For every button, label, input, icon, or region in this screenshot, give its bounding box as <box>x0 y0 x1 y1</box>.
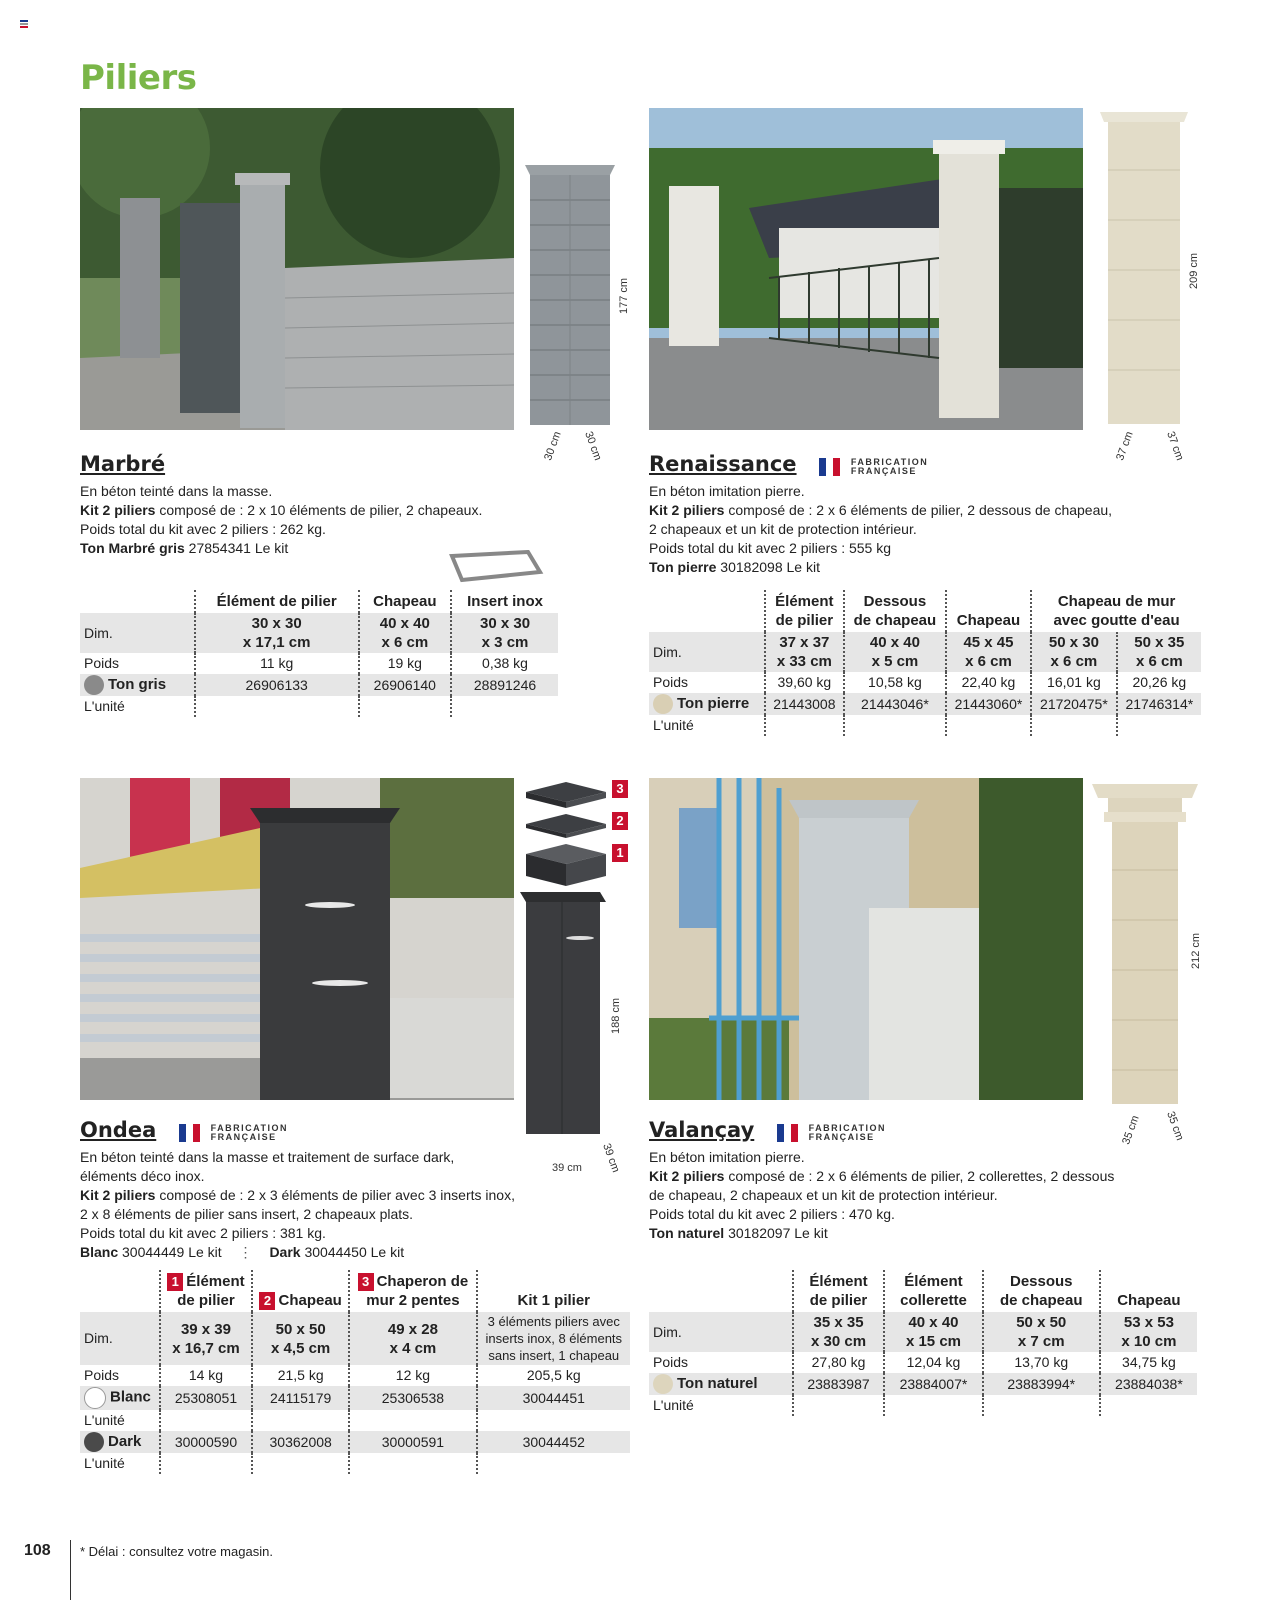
renaissance-cell: 21746314* <box>1117 693 1201 715</box>
badge-1: 1 <box>167 1273 183 1291</box>
color-swatch-icon <box>84 1387 106 1409</box>
footer-divider <box>70 1540 71 1600</box>
badge-1: 1 <box>612 844 628 862</box>
renaissance-row-label <box>649 715 765 736</box>
valancay-cell <box>983 1395 1100 1416</box>
renaissance-desc-text: 30182098 Le kit <box>716 559 820 575</box>
ondea-exploded-illustration <box>526 780 606 890</box>
marbre-desc-text: Poids total du kit avec 2 piliers : 262 kg. <box>80 521 326 537</box>
color-swatch-icon <box>84 1432 104 1452</box>
renaissance-desc-bold: Kit 2 piliers <box>649 502 725 518</box>
ondea-desc-text: Poids total du kit avec 2 piliers : 381 kg. <box>80 1225 326 1241</box>
valancay-desc-line <box>649 1148 1209 1167</box>
valancay-cell: 50 x 50 x 7 cm <box>983 1312 1100 1352</box>
page-number: 108 <box>24 1542 51 1559</box>
marbre-cell: 30 x 30 x 3 cm <box>451 613 558 653</box>
valancay-row <box>649 1395 1197 1416</box>
marbre-cell: 11 kg <box>195 653 359 674</box>
valancay-cell: 35 x 35 x 30 cm <box>793 1312 885 1352</box>
ondea-cell: 14 kg <box>160 1365 252 1386</box>
marbre-row-label-text: L'unité <box>84 698 125 715</box>
valancay-width-dim-2: 35 cm <box>1164 1109 1186 1143</box>
renaissance-width-dim-2: 37 cm <box>1164 429 1186 463</box>
ondea-width-dim-2: 39 cm <box>600 1141 622 1175</box>
ondea-cell: 39 x 39 x 16,7 cm <box>160 1312 252 1365</box>
ondea-column-header-text: Chaperon de mur 2 pentes <box>366 1273 469 1309</box>
marbre-row-label <box>80 653 195 674</box>
ondea-desc-text: composé de : 2 x 3 éléments de pilier avec 3 inserts inox, <box>155 1187 515 1203</box>
valancay-description <box>649 1148 1209 1243</box>
marbre-cell <box>359 696 451 717</box>
marbre-cell: 26906140 <box>359 674 451 696</box>
ondea-desc-line <box>80 1205 560 1224</box>
renaissance-desc-line <box>649 520 1209 539</box>
valancay-row-label-text: Dim. <box>653 1323 682 1340</box>
renaissance-desc-text: 2 chapeaux et un kit de protection intérieur. <box>649 521 917 537</box>
marbre-cell <box>451 696 558 717</box>
renaissance-desc-line <box>649 539 1209 558</box>
marbre-photo <box>80 108 514 430</box>
renaissance-cell <box>946 715 1031 736</box>
valancay-cell: 27,80 kg <box>793 1352 885 1373</box>
color-swatch-icon <box>653 1374 673 1394</box>
renaissance-cell: 50 x 30 x 6 cm <box>1031 632 1116 672</box>
valancay-cell: 40 x 40 x 15 cm <box>884 1312 982 1352</box>
ondea-cell: 24115179 <box>252 1386 349 1410</box>
ondea-column-header-text: Élément de pilier <box>177 1273 245 1309</box>
valancay-column-header: Élément de pilier <box>793 1270 885 1312</box>
valancay-pillar-illustration <box>1092 780 1202 1110</box>
ondea-cell <box>477 1410 630 1431</box>
ondea-desc-text: En béton teinté dans la masse et traitement de surface dark, <box>80 1149 455 1165</box>
valancay-row-label <box>649 1395 793 1416</box>
ondea-row <box>80 1386 630 1410</box>
renaissance-desc-line <box>649 482 1209 501</box>
valancay-cell <box>884 1395 982 1416</box>
marbre-row <box>80 613 558 653</box>
marbre-width-dim-2: 30 cm <box>582 429 604 463</box>
ondea-row-label-text: Poids <box>84 1367 120 1383</box>
valancay-cell: 23884038* <box>1100 1373 1197 1395</box>
ondea-desc-text: 2 x 8 éléments de pilier sans insert, 2 chapeaux plats. <box>80 1206 414 1222</box>
valancay-row <box>649 1312 1197 1352</box>
renaissance-cell: 45 x 45 x 6 cm <box>946 632 1031 672</box>
valancay-cell: 53 x 53 x 10 cm <box>1100 1312 1197 1352</box>
ondea-column-header-text: Kit 1 pilier <box>517 1292 591 1309</box>
ondea-cell <box>477 1453 630 1474</box>
renaissance-row <box>649 715 1201 736</box>
badge-2: 2 <box>612 812 628 830</box>
ondea-cell: 25308051 <box>160 1386 252 1410</box>
marbre-height-dim: 177 cm <box>618 277 631 315</box>
renaissance-row <box>649 693 1201 715</box>
valancay-tone-label: Ton naturel <box>677 1375 758 1392</box>
marbre-cell: 19 kg <box>359 653 451 674</box>
ondea-cell: 12 kg <box>349 1365 476 1386</box>
valancay-cell: 34,75 kg <box>1100 1352 1197 1373</box>
ondea-row-label-text: L'unité <box>84 1455 125 1472</box>
renaissance-desc-text: composé de : 2 x 6 éléments de pilier, 2 dessous de chapeau, <box>724 502 1113 518</box>
renaissance-cell: 22,40 kg <box>946 672 1031 693</box>
ondea-row-label <box>80 1312 160 1365</box>
marbre-description <box>80 482 550 558</box>
ondea-table <box>80 1270 630 1474</box>
valancay-desc-bold: Ton naturel <box>649 1225 725 1241</box>
marbre-desc-line <box>80 520 550 539</box>
valancay-name: Valançay <box>649 1118 755 1142</box>
insert-inox-illustration <box>448 550 544 586</box>
renaissance-desc-bold: Ton pierre <box>649 559 717 575</box>
valancay-row <box>649 1373 1197 1395</box>
ondea-row <box>80 1312 630 1365</box>
renaissance-row-label-text: Dim. <box>653 643 682 660</box>
valancay-cell: 12,04 kg <box>884 1352 982 1373</box>
renaissance-cell: 21720475* <box>1031 693 1116 715</box>
ondea-column-header <box>349 1270 476 1312</box>
renaissance-name: Renaissance <box>649 452 797 476</box>
renaissance-column-header: Chapeau de mur avec goutte d'eau <box>1031 590 1201 632</box>
marbre-header-empty <box>80 590 195 613</box>
ondea-cell: 25306538 <box>349 1386 476 1410</box>
ondea-row-label <box>80 1431 160 1453</box>
renaissance-row-label-text: Poids <box>653 674 689 690</box>
footnote: * Délai : consultez votre magasin. <box>80 1544 273 1559</box>
renaissance-desc-text: Poids total du kit avec 2 piliers : 555 kg <box>649 540 892 556</box>
ondea-row <box>80 1410 630 1431</box>
renaissance-desc-line <box>649 501 1209 520</box>
marbre-row <box>80 653 558 674</box>
valancay-desc-text: composé de : 2 x 6 éléments de pilier, 2 collerettes, 2 dessous <box>724 1168 1115 1184</box>
ondea-cell: 30000591 <box>349 1431 476 1453</box>
ondea-desc-line <box>80 1186 560 1205</box>
ondea-pillar-illustration <box>520 888 610 1138</box>
renaissance-cell <box>844 715 946 736</box>
renaissance-cell: 50 x 35 x 6 cm <box>1117 632 1201 672</box>
valancay-desc-line <box>649 1205 1209 1224</box>
marbre-row-label <box>80 696 195 717</box>
valancay-photo <box>649 778 1083 1100</box>
renaissance-cell: 10,58 kg <box>844 672 946 693</box>
marbre-desc-line <box>80 482 550 501</box>
renaissance-table <box>649 590 1201 736</box>
valancay-width-dim-1: 35 cm <box>1120 1113 1142 1147</box>
ondea-column-header-text: Chapeau <box>278 1292 342 1309</box>
ondea-cell: 205,5 kg <box>477 1365 630 1386</box>
marbre-desc-text: 27854341 Le kit <box>184 540 289 556</box>
marbre-column-header: Insert inox <box>451 590 558 613</box>
ondea-photo <box>80 778 514 1100</box>
renaissance-row <box>649 672 1201 693</box>
ondea-desc-line <box>80 1224 560 1243</box>
marbre-column-header: Élément de pilier <box>195 590 359 613</box>
valancay-desc-line <box>649 1186 1209 1205</box>
marbre-cell: 26906133 <box>195 674 359 696</box>
color-swatch-icon <box>84 675 104 695</box>
valancay-desc-bold: Kit 2 piliers <box>649 1168 725 1184</box>
renaissance-row-label-text: L'unité <box>653 717 694 734</box>
ondea-row-label-text: Dim. <box>84 1330 113 1346</box>
ondea-badges <box>612 780 632 862</box>
valancay-desc-text: de chapeau, 2 chapeaux et un kit de protection intérieur. <box>649 1187 998 1203</box>
ondea-row <box>80 1431 630 1453</box>
ondea-kit-refs: Blanc 30044449 Le kit ⋮ Dark 30044450 Le kit <box>80 1244 405 1260</box>
marbre-cell: 28891246 <box>451 674 558 696</box>
renaissance-cell: 40 x 40 x 5 cm <box>844 632 946 672</box>
ondea-tone-label: Dark <box>108 1433 142 1450</box>
french-flag-icon <box>777 1124 798 1142</box>
renaissance-column-header: Élément de pilier <box>765 590 844 632</box>
valancay-cell <box>1100 1395 1197 1416</box>
renaissance-cell: 16,01 kg <box>1031 672 1116 693</box>
valancay-cell: 23884007* <box>884 1373 982 1395</box>
ondea-desc-line <box>80 1148 560 1167</box>
ondea-cell: 3 éléments piliers avec inserts inox, 8 éléments sans insert, 1 chapeau <box>477 1312 630 1365</box>
marbre-row-label-text: Dim. <box>84 624 113 641</box>
ondea-tone-label: Blanc <box>110 1388 151 1406</box>
valancay-row <box>649 1352 1197 1373</box>
renaissance-height-dim: 209 cm <box>1188 252 1201 290</box>
ondea-row-label <box>80 1365 160 1386</box>
valancay-header-empty <box>649 1270 793 1312</box>
ondea-cell: 21,5 kg <box>252 1365 349 1386</box>
renaissance-row <box>649 632 1201 672</box>
renaissance-cell: 21443046* <box>844 693 946 715</box>
valancay-desc-text: En béton imitation pierre. <box>649 1149 805 1165</box>
valancay-desc-text: Poids total du kit avec 2 piliers : 470 kg. <box>649 1206 895 1222</box>
valancay-height-dim: 212 cm <box>1190 932 1203 970</box>
ondea-name: Ondea <box>80 1118 157 1142</box>
renaissance-description <box>649 482 1209 577</box>
valancay-row-label <box>649 1352 793 1373</box>
ondea-header-empty <box>80 1270 160 1312</box>
marbre-row-label <box>80 674 195 696</box>
ondea-row-label-text: L'unité <box>84 1412 125 1428</box>
ondea-cell: 49 x 28 x 4 cm <box>349 1312 476 1365</box>
renaissance-photo <box>649 108 1083 430</box>
ondea-cell <box>349 1410 476 1431</box>
renaissance-heading <box>649 452 928 476</box>
ondea-desc-line <box>80 1167 560 1186</box>
fabrication-francaise-label: FABRICATION FRANÇAISE <box>808 1122 886 1142</box>
renaissance-column-header: Chapeau <box>946 590 1031 632</box>
ondea-cell <box>252 1453 349 1474</box>
valancay-cell: 23883994* <box>983 1373 1100 1395</box>
marbre-table <box>80 590 558 717</box>
marbre-column-header: Chapeau <box>359 590 451 613</box>
badge-3: 3 <box>358 1273 374 1291</box>
ondea-row-label <box>80 1410 160 1431</box>
marbre-width-dim-1: 30 cm <box>542 429 564 463</box>
ondea-heading <box>80 1118 288 1142</box>
renaissance-desc-text: En béton imitation pierre. <box>649 483 805 499</box>
renaissance-cell: 37 x 37 x 33 cm <box>765 632 844 672</box>
marbre-row-label <box>80 613 195 653</box>
renaissance-cell <box>765 715 844 736</box>
renaissance-pillar-illustration <box>1100 110 1188 430</box>
badge-2: 2 <box>259 1292 275 1310</box>
renaissance-header-empty <box>649 590 765 632</box>
ondea-desc-text: éléments déco inox. <box>80 1168 205 1184</box>
ondea-row-label <box>80 1453 160 1474</box>
renaissance-cell <box>1117 715 1201 736</box>
page-title: Piliers <box>80 58 197 98</box>
ondea-cell: 50 x 50 x 4,5 cm <box>252 1312 349 1365</box>
marbre-row <box>80 696 558 717</box>
marbre-tone-label: Ton gris <box>108 676 167 693</box>
marbre-cell <box>195 696 359 717</box>
ondea-column-header <box>252 1270 349 1312</box>
renaissance-cell <box>1031 715 1116 736</box>
marbre-cell: 0,38 kg <box>451 653 558 674</box>
ondea-cell: 30044452 <box>477 1431 630 1453</box>
renaissance-cell: 21443008 <box>765 693 844 715</box>
renaissance-cell: 20,26 kg <box>1117 672 1201 693</box>
valancay-row-label-text: L'unité <box>653 1397 694 1414</box>
ondea-row <box>80 1365 630 1386</box>
ondea-row <box>80 1453 630 1474</box>
ondea-cell: 30000590 <box>160 1431 252 1453</box>
valancay-row-label <box>649 1373 793 1395</box>
renaissance-desc-line <box>649 558 1209 577</box>
valancay-desc-line <box>649 1167 1209 1186</box>
valancay-cell: 13,70 kg <box>983 1352 1100 1373</box>
ondea-height-dim: 188 cm <box>610 997 623 1035</box>
ondea-width-dim-1: 39 cm <box>552 1162 582 1174</box>
valancay-column-header: Élément collerette <box>884 1270 982 1312</box>
valancay-table <box>649 1270 1197 1416</box>
renaissance-tone-label: Ton pierre <box>677 695 750 712</box>
valancay-heading <box>649 1118 886 1142</box>
valancay-row-label <box>649 1312 793 1352</box>
fabrication-francaise-label: FABRICATION FRANÇAISE <box>850 456 929 476</box>
valancay-cell: 23883987 <box>793 1373 885 1395</box>
renaissance-row-label <box>649 632 765 672</box>
marbre-cell: 40 x 40 x 6 cm <box>359 613 451 653</box>
ondea-column-header <box>160 1270 252 1312</box>
marbre-desc-line <box>80 501 550 520</box>
marbre-pillar-illustration <box>520 160 620 430</box>
marbre-row-label-text: Poids <box>84 655 120 671</box>
french-flag-icon <box>819 458 840 476</box>
valancay-desc-text: 30182097 Le kit <box>724 1225 828 1241</box>
valancay-column-header: Chapeau <box>1100 1270 1197 1312</box>
fabrication-francaise-label: FABRICATION FRANÇAISE <box>210 1122 288 1142</box>
renaissance-width-dim-1: 37 cm <box>1114 429 1136 463</box>
ondea-cell <box>160 1410 252 1431</box>
flag-mark-icon <box>20 20 28 28</box>
valancay-column-header: Dessous de chapeau <box>983 1270 1100 1312</box>
marbre-desc-bold: Ton Marbré gris <box>80 540 185 556</box>
color-swatch-icon <box>653 694 673 714</box>
renaissance-row-label <box>649 693 765 715</box>
ondea-description <box>80 1148 560 1262</box>
marbre-name: Marbré <box>80 452 166 476</box>
ondea-cell <box>252 1410 349 1431</box>
valancay-row-label-text: Poids <box>653 1354 689 1370</box>
marbre-cell: 30 x 30 x 17,1 cm <box>195 613 359 653</box>
ondea-cell: 30362008 <box>252 1431 349 1453</box>
ondea-cell: 30044451 <box>477 1386 630 1410</box>
valancay-cell <box>793 1395 885 1416</box>
renaissance-column-header: Dessous de chapeau <box>844 590 946 632</box>
renaissance-cell: 21443060* <box>946 693 1031 715</box>
marbre-desc-bold: Kit 2 piliers <box>80 502 156 518</box>
marbre-desc-text: composé de : 2 x 10 éléments de pilier, 2 chapeaux. <box>155 502 483 518</box>
valancay-desc-line <box>649 1224 1209 1243</box>
ondea-desc-bold: Kit 2 piliers <box>80 1187 156 1203</box>
ondea-row-label <box>80 1386 160 1410</box>
ondea-cell <box>349 1453 476 1474</box>
ondea-column-header <box>477 1270 630 1312</box>
badge-3: 3 <box>612 780 628 798</box>
marbre-row <box>80 674 558 696</box>
renaissance-cell: 39,60 kg <box>765 672 844 693</box>
renaissance-row-label <box>649 672 765 693</box>
ondea-cell <box>160 1453 252 1474</box>
french-flag-icon <box>179 1124 200 1142</box>
marbre-desc-text: En béton teinté dans la masse. <box>80 483 273 499</box>
